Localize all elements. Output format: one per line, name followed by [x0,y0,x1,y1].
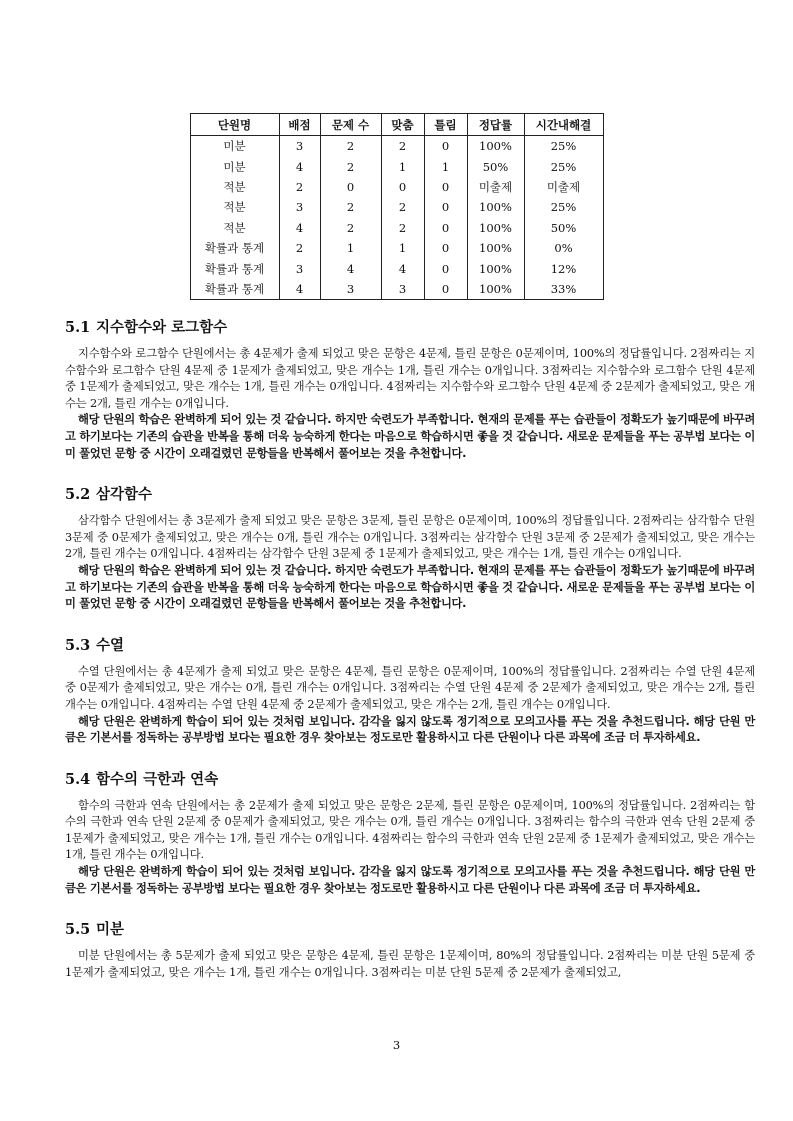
cell-points: 3 [279,258,320,278]
section-advice: 해당 단원의 학습은 완벽하게 되어 있는 것 같습니다. 하지만 숙련도가 부족합니다. 현재의 문제를 푸는 습관들이 정확도가 높기때문에 바꾸려고 하기보다는 기존의 습관을 반복을 통해 더욱 능숙하게 한다는 마음으로 학습하시면 좋을 것 같습니다. 새로운 문제들을 푸는 공부법 보다는 이미 풀었던 문항 중 시간이 오래걸렸던 문항들을 반복해서 풀어보는 것을 추천합니다. [65,413,755,460]
table-row [190,218,603,238]
cell-in-time: 50% [524,218,603,238]
header-points: 배점 [279,114,320,136]
section-heading [65,634,755,655]
section-heading [65,768,755,789]
cell-wrong: 0 [424,177,467,197]
section-summary: 미분 단원에서는 총 5문제가 출제 되었고 맞은 문항은 4문제, 틀린 문항은 1문제이며, 80%의 정답률입니다. 2점짜리는 미분 단원 5문제 중 1문제가 출제되었고, 맞은 개수는 1개, 틀린 개수는 0개입니다. 3점짜리는 미분 단원 5문제 중 2문제가 출제되었고, [65,949,755,979]
cell-wrong: 0 [424,238,467,258]
cell-unit: 적분 [190,218,279,238]
section-number: 5.3 [65,636,91,654]
cell-in-time: 12% [524,258,603,278]
cell-accuracy: 100% [467,197,524,217]
cell-correct: 1 [381,156,424,176]
cell-in-time: 25% [524,197,603,217]
section-title: 삼각함수 [96,487,153,504]
section-summary: 수열 단원에서는 총 4문제가 출제 되었고 맞은 문항은 4문제, 틀린 문항은 0문제이며, 100%의 정답률입니다. 2점짜리는 수열 단원 4문제 중 0문제가 출제되었고, 맞은 개수는 0개, 틀린 개수는 0개입니다. 3점짜리는 수열 단원 4문제 중 2문제가 출제되었고, 맞은 개수는 2개, 틀린 개수는 0개입니다. 4점짜리는 수열 단원 4문제 중 2문제가 출제되었고, 맞은 개수는 2개, 틀린 개수는 0개입니다. [65,664,755,711]
cell-unit: 확률과 통계 [190,279,279,300]
cell-question-count: 2 [320,218,381,238]
table-row [190,238,603,258]
cell-correct: 1 [381,238,424,258]
cell-wrong: 0 [424,218,467,238]
cell-correct: 0 [381,177,424,197]
table-row [190,279,603,300]
cell-unit: 적분 [190,177,279,197]
cell-points: 2 [279,238,320,258]
section-exponential-log [65,316,755,462]
cell-accuracy: 100% [467,279,524,300]
section-sequence [65,634,755,747]
cell-wrong: 1 [424,156,467,176]
section-summary: 지수함수와 로그함수 단원에서는 총 4문제가 출제 되었고 맞은 문항은 4문제, 틀린 문항은 0문제이며, 100%의 정답률입니다. 2점짜리는 지수함수와 로그함수 단원 4문제 중 1문제가 출제되었고, 맞은 개수는 1개, 틀린 개수는 0개입니다. 3점짜리는 지수함수와 로그함수 단원 4문제 중 1문제가 출제되었고, 맞은 개수는 1개, 틀린 개수는 0개입니다. 4점짜리는 지수함수와 로그함수 단원 4문제 중 2문제가 출제되었고, 맞은 개수는 2개, 틀린 개수는 0개입니다. [65,347,755,410]
page-number: 3 [392,1038,401,1052]
cell-points: 2 [279,177,320,197]
section-title: 함수의 극한과 연속 [96,771,219,788]
section-trigonometric [65,483,755,613]
score-table [190,113,604,300]
section-advice: 해당 단원은 완벽하게 학습이 되어 있는 것처럼 보입니다. 감각을 잃지 않도록 정기적으로 모의고사를 푸는 것을 추천드립니다. 해당 단원 만큼은 기본서를 정독하는 공부방법 보다는 필요한 경우 찾아보는 정도로만 활용하시고 다른 단원이나 다른 과목에 조금 더 투자하세요. [65,714,755,745]
cell-correct: 2 [381,218,424,238]
cell-in-time: 25% [524,156,603,176]
cell-points: 3 [279,197,320,217]
cell-accuracy: 50% [467,156,524,176]
cell-question-count: 0 [320,177,381,197]
cell-in-time: 0% [524,238,603,258]
section-number: 5.5 [65,921,91,939]
header-wrong: 틀림 [424,114,467,136]
section-advice: 해당 단원은 완벽하게 학습이 되어 있는 것처럼 보입니다. 감각을 잃지 않도록 정기적으로 모의고사를 푸는 것을 추천드립니다. 해당 단원 만큼은 기본서를 정독하는 공부방법 보다는 필요한 경우 찾아보는 정도로만 활용하시고 다른 단원이나 다른 과목에 조금 더 투자하세요. [65,865,755,895]
cell-points: 4 [279,156,320,176]
cell-unit: 미분 [190,136,279,157]
cell-question-count: 4 [320,258,381,278]
header-question-count: 문제 수 [320,114,381,136]
cell-unit: 확률과 통계 [190,258,279,278]
section-number: 5.2 [65,486,91,504]
cell-unit: 미분 [190,156,279,176]
section-heading [65,316,755,337]
table-row [190,136,603,157]
table-row [190,197,603,217]
cell-points: 4 [279,279,320,300]
cell-wrong: 0 [424,279,467,300]
cell-correct: 4 [381,258,424,278]
table-header-row [190,114,603,136]
cell-question-count: 2 [320,197,381,217]
cell-wrong: 0 [424,258,467,278]
cell-question-count: 2 [320,136,381,157]
score-table-wrapper [0,113,793,300]
cell-accuracy: 100% [467,238,524,258]
cell-in-time: 미출제 [524,177,603,197]
cell-correct: 3 [381,279,424,300]
cell-accuracy: 100% [467,218,524,238]
section-differentiation [65,918,755,981]
cell-accuracy: 100% [467,258,524,278]
header-unit: 단원명 [190,114,279,136]
report-content [65,316,755,981]
section-advice: 해당 단원의 학습은 완벽하게 되어 있는 것 같습니다. 하지만 숙련도가 부족합니다. 현재의 문제를 푸는 습관들이 정확도가 높기때문에 바꾸려고 하기보다는 기존의 습관을 반복을 통해 더욱 능숙하게 한다는 마음으로 학습하시면 좋을 것 같습니다. 새로운 문제들을 푸는 공부법 보다는 이미 풀었던 문항 중 시간이 오래걸렸던 문항들을 반복해서 풀어보는 것을 추천합니다. [65,563,755,611]
section-title: 미분 [96,922,125,939]
section-heading [65,918,755,939]
cell-points: 3 [279,136,320,157]
section-number: 5.1 [65,319,91,336]
cell-question-count: 3 [320,279,381,300]
section-heading [65,483,755,504]
table-row [190,156,603,176]
cell-points: 4 [279,218,320,238]
cell-unit: 적분 [190,197,279,217]
cell-correct: 2 [381,136,424,157]
header-accuracy: 정답률 [467,114,524,136]
table-row [190,258,603,278]
section-number: 5.4 [65,770,91,788]
header-in-time: 시간내해결 [524,114,603,136]
section-title: 수열 [96,637,125,654]
cell-wrong: 0 [424,197,467,217]
cell-correct: 2 [381,197,424,217]
section-title: 지수함수와 로그함수 [96,320,228,336]
cell-question-count: 1 [320,238,381,258]
section-summary: 함수의 극한과 연속 단원에서는 총 2문제가 출제 되었고 맞은 문항은 2문제, 틀린 문항은 0문제이며, 100%의 정답률입니다. 2점짜리는 함수의 극한과 연속 단원 2문제 중 0문제가 출제되었고, 맞은 개수는 0개, 틀린 개수는 0개입니다. 3점짜리는 함수의 극한과 연속 단원 2문제 중 1문제가 출제되었고, 맞은 개수는 1개, 틀린 개수는 0개입니다. 4점짜리는 함수의 극한과 연속 단원 2문제 중 1문제가 출제되었고, 맞은 개수는 1개, 틀린 개수는 0개입니다. [65,798,755,862]
section-summary: 삼각함수 단원에서는 총 3문제가 출제 되었고 맞은 문항은 3문제, 틀린 문항은 0문제이며, 100%의 정답률입니다. 2점짜리는 삼각함수 단원 3문제 중 0문제가 출제되었고, 맞은 개수는 0개, 틀린 개수는 0개입니다. 3점짜리는 삼각함수 단원 3문제 중 2문제가 출제되었고, 맞은 개수는 2개, 틀린 개수는 0개입니다. 4점짜리는 삼각함수 단원 3문제 중 1문제가 출제되었고, 맞은 개수는 1개, 틀린 개수는 0개입니다. [65,514,755,561]
table-body [190,136,603,300]
cell-accuracy: 100% [467,136,524,157]
cell-wrong: 0 [424,136,467,157]
cell-in-time: 25% [524,136,603,157]
cell-question-count: 2 [320,156,381,176]
cell-in-time: 33% [524,279,603,300]
table-row [190,177,603,197]
cell-accuracy: 미출제 [467,177,524,197]
cell-unit: 확률과 통계 [190,238,279,258]
header-correct: 맞춤 [381,114,424,136]
section-limits-continuity [65,768,755,898]
